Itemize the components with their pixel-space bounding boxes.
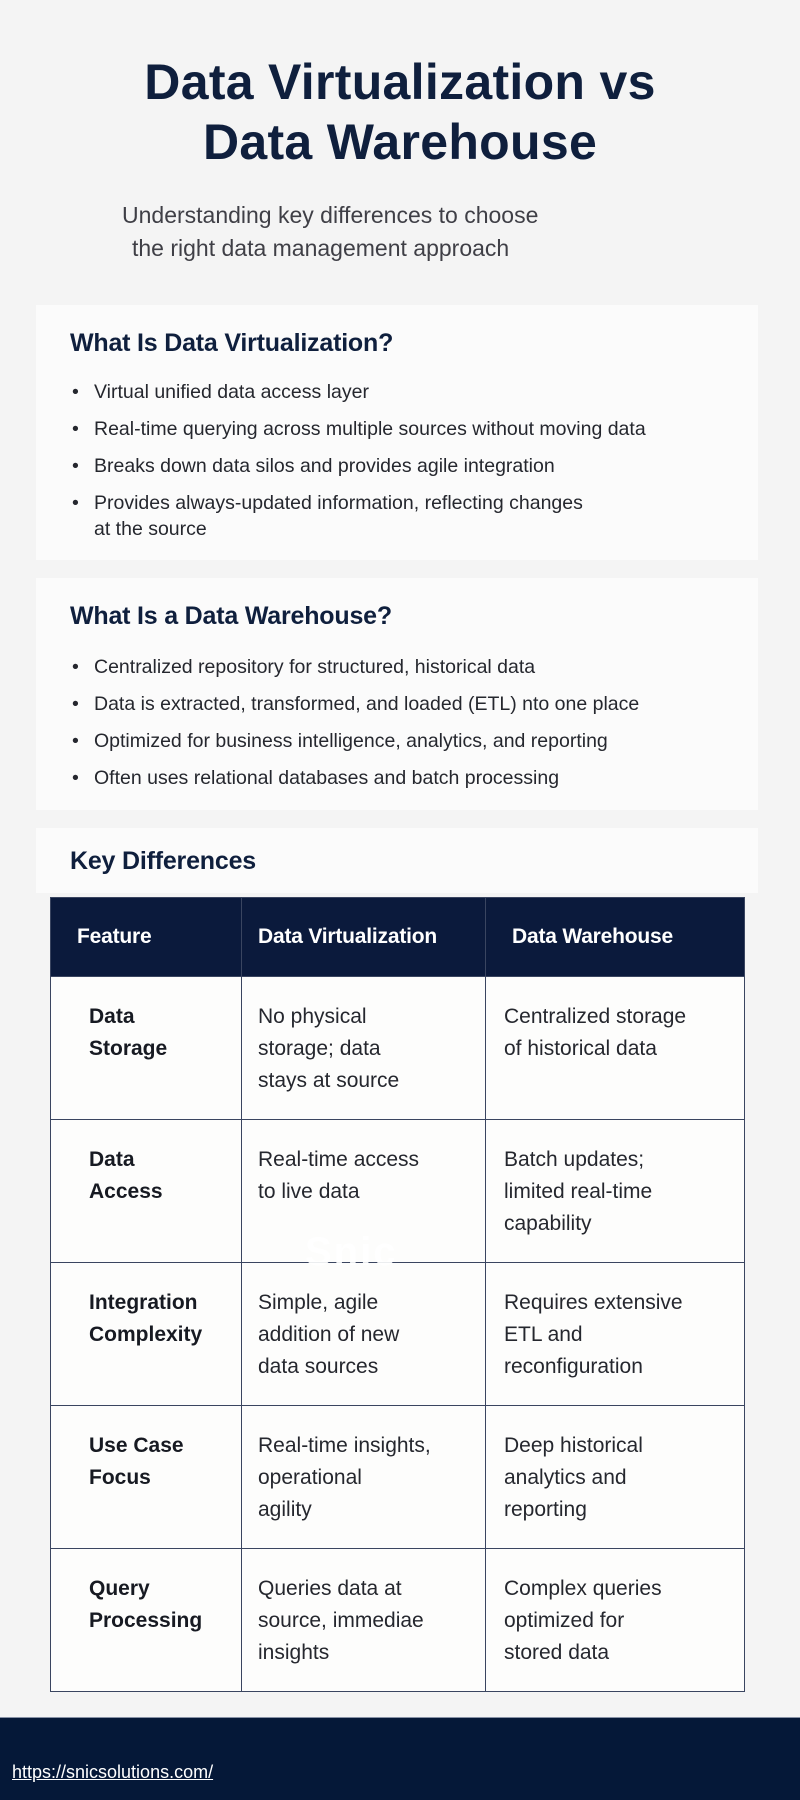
warehouse-heading: What Is a Data Warehouse? (70, 602, 392, 630)
warehouse-cell: Centralized storage of historical data (486, 977, 745, 1120)
bullet-item: • Often uses relational databases and batch processing (70, 765, 639, 791)
bullet-item: • Optimized for business intelligence, analytics, and reporting (70, 728, 639, 754)
feature-cell: Data Storage (51, 977, 242, 1120)
watermark-logo: Snic (305, 1230, 398, 1274)
feature-cell: Data Access (51, 1120, 242, 1263)
feature-cell: Query Processing (51, 1549, 242, 1692)
bullet-item (70, 490, 646, 542)
column-header-feature: Feature (51, 898, 242, 977)
bullet-item: • Data is extracted, transformed, and loaded (ETL) nto one place (70, 691, 639, 717)
website-link[interactable]: https://snicsolutions.com/ (12, 1762, 214, 1782)
comparison-table-container (50, 897, 744, 1692)
virtualization-cell: No physical storage; data stays at source (242, 977, 486, 1120)
feature-cell: Integration Complexity (51, 1263, 242, 1406)
warehouse-bullet-list (70, 654, 639, 802)
virtualization-cell: Real-time insights, operational agility (242, 1406, 486, 1549)
subtitle-line-1: Understanding key differences to choose (122, 202, 539, 228)
table-row (51, 1263, 745, 1406)
bullet-item: • Breaks down data silos and provides agile integration (70, 453, 646, 479)
title-line-1: Data Virtualization vs (144, 54, 656, 110)
footer (0, 1717, 800, 1800)
bullet-item: • Real-time querying across multiple sources without moving data (70, 416, 646, 442)
virtualization-bullet-list (70, 379, 646, 542)
warehouse-cell: Complex queries optimized for stored data (486, 1549, 745, 1692)
differences-card (36, 828, 758, 893)
column-header-virtualization: Data Virtualization (242, 898, 486, 977)
title-line-2: Data Warehouse (202, 114, 598, 170)
page-title (0, 52, 800, 172)
comparison-table (50, 897, 745, 1692)
column-header-warehouse: Data Warehouse (486, 898, 745, 977)
table-row (51, 1549, 745, 1692)
warehouse-cell: Batch updates; limited real-time capability (486, 1120, 745, 1263)
table-row (51, 1406, 745, 1549)
bullet-text-line: at the source (94, 518, 207, 540)
bullet-item: • Virtual unified data access layer (70, 379, 646, 405)
virtualization-cell: Real-time access to live data (242, 1120, 486, 1263)
virtualization-cell: Queries data at source, immediae insights (242, 1549, 486, 1692)
bullet-item: • Centralized repository for structured, historical data (70, 654, 639, 680)
warehouse-card (36, 578, 758, 810)
bullet-text-line: Provides always-updated information, reflecting changes (94, 492, 583, 514)
subtitle-line-2: the right data management approach (132, 235, 510, 261)
virtualization-card (36, 305, 758, 560)
differences-heading: Key Differences (70, 847, 256, 875)
warehouse-cell: Deep historical analytics and reporting (486, 1406, 745, 1549)
feature-cell: Use Case Focus (51, 1406, 242, 1549)
virtualization-cell: Simple, agile addition of new data sources (242, 1263, 486, 1406)
table-header-row (51, 898, 745, 977)
table-row (51, 977, 745, 1120)
table-row (51, 1120, 745, 1263)
warehouse-cell: Requires extensive ETL and reconfiguration (486, 1263, 745, 1406)
virtualization-heading: What Is Data Virtualization? (70, 329, 394, 357)
